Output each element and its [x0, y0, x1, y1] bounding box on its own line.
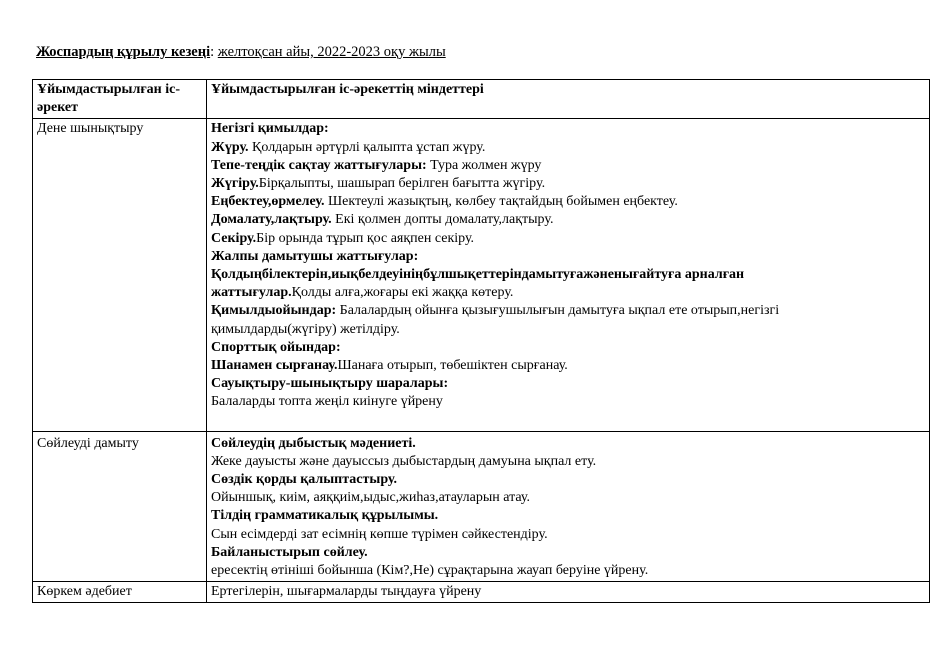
objective-line [211, 507, 925, 525]
objective-line [211, 526, 925, 544]
objective-heading: Қолдыңбілектерін,иықбелдеуініңбұлшықеттеріндамытуғажәненығайтуға арналған [211, 267, 745, 283]
objective-line [211, 157, 925, 175]
objective-heading: Еңбектеу,өрмелеу. [211, 194, 325, 210]
objective-line [211, 266, 925, 284]
objective-text: Балалардың ойынға қызығушылығын дамытуға ықпал ете отырып,негізгі [336, 303, 780, 319]
objective-line [211, 139, 925, 157]
objective-text: Тура жолмен жүру [426, 157, 542, 173]
table-row [33, 431, 930, 582]
activity-name: Дене шынықтыру [33, 119, 207, 431]
objective-line [211, 339, 925, 357]
objective-text: Бірқалыпты, шашырап берілген бағытта жүгіру. [258, 176, 546, 192]
objective-line [211, 211, 925, 229]
header-objectives: Ұйымдастырылған іс-әрекеттің міндеттері [207, 80, 930, 119]
objective-heading: Шанамен сырғанау. [211, 358, 338, 374]
objective-line [211, 230, 925, 248]
objective-line [211, 175, 925, 193]
objective-heading: Сөйлеудің дыбыстық мәдениеті. [211, 435, 416, 451]
objective-line [211, 583, 925, 601]
objective-line [211, 471, 925, 489]
plan-period-label: Жоспардың құрылу кезеңі [36, 44, 211, 60]
plan-period-separator: : [210, 44, 218, 60]
blank-line [211, 412, 925, 430]
objective-line [211, 435, 925, 453]
objective-heading: Жалпы дамытушы жаттығулар: [211, 248, 419, 264]
objective-text: Жеке дауысты және дауыссыз дыбыстардың дамуына ықпал ету. [211, 453, 597, 469]
objective-text: Шанаға отырып, төбешіктен сырғанау. [337, 358, 568, 374]
objective-line [211, 357, 925, 375]
objective-line [211, 489, 925, 507]
table-row [33, 582, 930, 603]
activity-objectives [207, 582, 930, 603]
activity-objectives [207, 431, 930, 582]
objective-line [211, 193, 925, 211]
objective-heading: Спорттық ойындар: [211, 339, 341, 355]
activity-name: Көркем әдебиет [33, 582, 207, 603]
plan-period-value: желтоқсан айы, 2022-2023 оқу жылы [217, 44, 446, 60]
objective-heading: Сөздік қорды қалыптастыру. [211, 472, 398, 488]
objective-line [211, 302, 925, 320]
objective-text: қимылдарды(жүгіру) жетілдіру. [211, 321, 400, 337]
objective-text: Сын есімдерді зат есімнің көпше түрімен сәйкестендіру. [211, 526, 548, 542]
objective-text: Балаларды топта жеңіл киінуге үйрену [211, 394, 443, 410]
objective-text: Ертегілерін, шығармаларды тыңдауға үйрену [211, 584, 482, 600]
objective-line [211, 120, 925, 138]
objective-line [211, 284, 925, 302]
objective-line [211, 562, 925, 580]
objective-heading: Домалату,лақтыру. [211, 212, 332, 228]
activity-name: Сөйлеуді дамыту [33, 431, 207, 582]
objective-line [211, 375, 925, 393]
objective-text: ересектің өтініші бойынша (Кім?,Не) сұрақтарына жауап беруіне үйрену. [211, 563, 649, 579]
objective-text: Шектеулі жазықтың, көлбеу тақтайдың бойымен еңбектеу. [324, 194, 678, 210]
table-row [33, 119, 930, 431]
objective-text: Қолды алға,жоғары екі жаққа көтеру. [291, 285, 514, 301]
objective-text: Ойыншық, киім, аяққиім,ыдыс,жиһаз,атауларын атау. [211, 490, 530, 506]
objective-heading: Байланыстырып сөйлеу. [211, 544, 368, 560]
objective-heading: Қимылдыойындар: [211, 303, 337, 319]
plan-period-heading [36, 43, 446, 61]
objective-line [211, 453, 925, 471]
objective-heading: Тепе-теңдік сақтау жаттығулары: [211, 157, 427, 173]
objective-heading: Жүгіру. [211, 176, 259, 192]
objective-line [211, 544, 925, 562]
objective-line [211, 393, 925, 411]
objective-heading: Жүру. [211, 139, 249, 155]
activity-objectives [207, 119, 930, 431]
objective-text: Қолдарын әртүрлі қалыпта ұстап жүру. [248, 139, 486, 155]
objective-heading: Тілдің грамматикалық құрылымы. [211, 508, 439, 524]
objective-line [211, 321, 925, 339]
objective-text: Екі қолмен допты домалату,лақтыру. [331, 212, 554, 228]
objective-heading: Секіру. [211, 230, 257, 246]
objective-heading: жаттығулар. [211, 285, 292, 301]
objective-line [211, 248, 925, 266]
objective-heading: Сауықтыру-шынықтыру шаралары: [211, 376, 449, 392]
activity-plan-table [32, 79, 930, 603]
table-header-row [33, 80, 930, 119]
objective-text: Бір орында тұрып қос аяқпен секіру. [256, 230, 475, 246]
header-activity: Ұйымдастырылған іс-әрекет [33, 80, 207, 119]
objective-heading: Негізгі қимылдар: [211, 121, 329, 137]
